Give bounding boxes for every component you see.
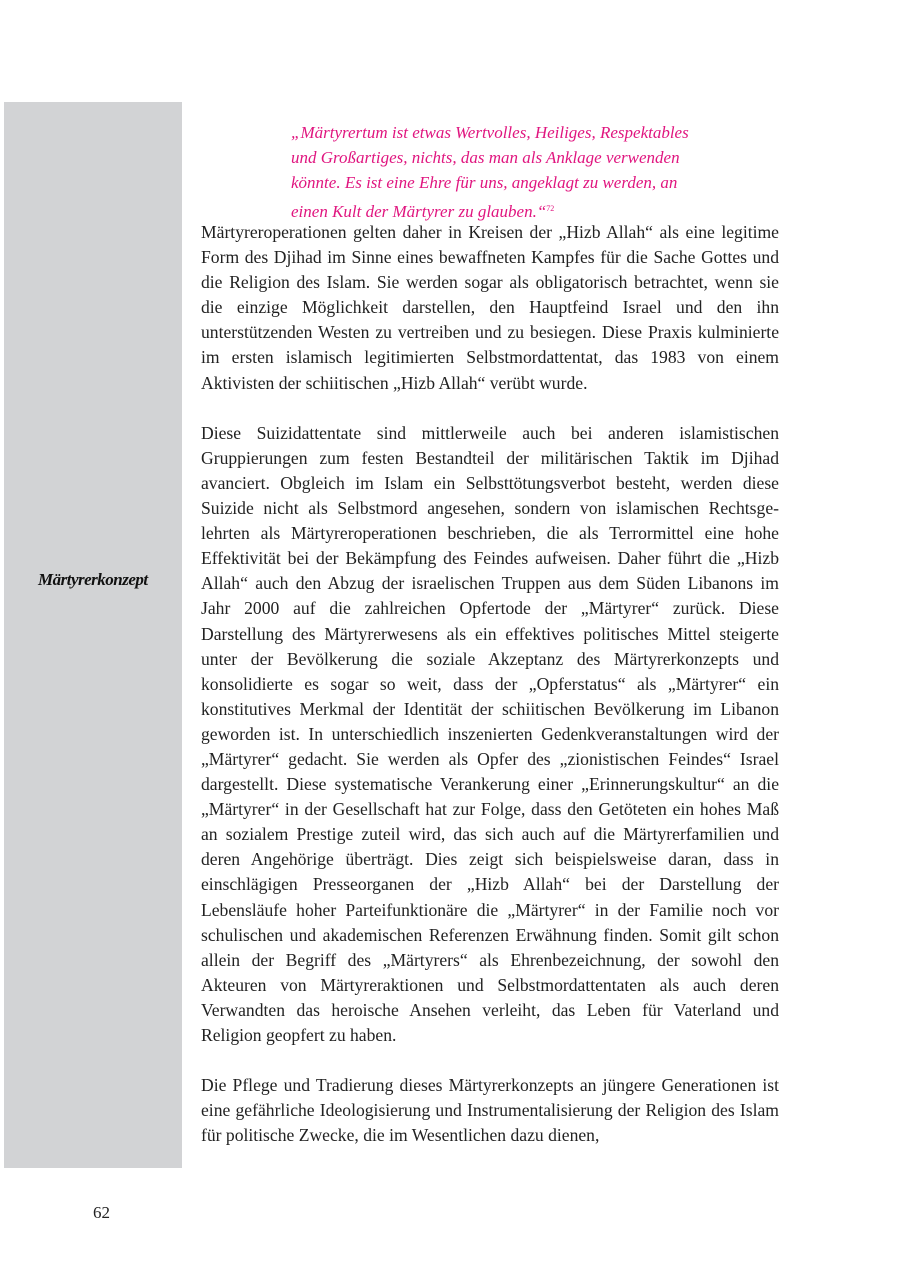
quote-text: „Märtyrertum ist etwas Wertvolles, Heiliges, Respektables und Großartiges, nichts, das man als Anklage verwenden könnte. Es ist eine Ehre für uns, angeklagt zu werden, an einen Kult der Märtyrer zu glauben.“ <box>291 123 689 221</box>
paragraph: Diese Suizidattentate sind mittlerweile auch bei anderen islamistischen Gruppierungen zum festen Bestandteil der militärischen Taktik im Djihad avanciert. Obgleich im Islam ein Selbsttötungsverbot besteht, werden diese Suizide nicht als Selbstmord angesehen, sondern von islamischen Rechtsgelehrten als Märtyreroperationen beschrieben, die als Terrormittel eine hohe Effektivität bei der Bekämpfung des Feindes aufweisen. Daher führt die „Hizb Allah“ auch den Abzug der israelischen Truppen aus dem Süden Libanons im Jahr 2000 auf die zahlreichen Opfertode der „Märtyrer“ zurück. Diese Darstellung des Märtyrerwesens als ein effektives politisches Mittel steigerte unter der Bevölkerung die soziale Akzeptanz des Märtyrerkonzepts und konsolidierte es sogar so weit, dass der „Opferstatus“ als „Märtyrer“ ein konstitutives Merkmal der Identität der schiitischen Bevölkerung im Libanon geworden ist. In unterschiedlich inszenierten Gedenkveranstaltungen wird der „Märtyrer“ gedacht. Sie werden als Opfer des „zionistischen Feindes“ Israel dargestellt. Diese systematische Verankerung einer „Erinnerungskultur“ an die „Märtyrer“ in der Gesellschaft hat zur Folge, dass den Getöteten ein hohes Maß an sozialem Prestige zuteil wird, das sich auch auf die Märtyrerfamilien und deren Angehörige überträgt. Dies zeigt sich beispielsweise daran, dass in einschlägigen Presseorganen der „Hizb Allah“ bei der Darstellung der Lebensläufe hoher Parteifunktionäre die „Märtyrer“ in der Familie noch vor schulischen und akademischen Referenzen Erwähnung finden. Somit gilt schon allein der Begriff des „Märtyrers“ als Ehrenbezeichnung, der sowohl den Akteuren von Märtyreraktionen und Selbstmordattentaten als auch deren Verwandten das heroische Ansehen verleiht, das Leben für Vaterland und Religion geopfert zu haben. <box>201 422 779 1045</box>
pull-quote <box>291 120 689 224</box>
margin-sidebar <box>4 102 182 1168</box>
margin-heading: Märtyrerkonzept <box>38 570 148 589</box>
footnote-marker: 72 <box>546 203 555 213</box>
paragraph: Märtyreroperationen gelten daher in Kreisen der „Hizb Allah“ als eine legitime Form des Djihad im Sinne eines bewaffneten Kampfes für die Sache Gottes und die Religion des Islam. Sie werden sogar als obligatorisch betrachtet, wenn sie die einzige Möglichkeit darstellen, den Hauptfeind Israel und den ihn unterstützenden Westen zu vertreiben und zu besiegen. Diese Praxis kulminierte im ersten islamisch legitimierten Selbstmordattentat, das 1983 von einem Aktivisten der schiitischen „Hizb Allah“ verübt wurde. <box>201 222 779 393</box>
body-text <box>201 220 779 1148</box>
page-number: 62 <box>93 1203 110 1222</box>
paragraph: Die Pflege und Tradierung dieses Märtyrerkonzepts an jüngere Generationen ist eine gefährliche Ideologisierung und Instrumentalisierung der Religion des Islam für politische Zwecke, die im Wesentlichen dazu dienen, <box>201 1075 779 1146</box>
